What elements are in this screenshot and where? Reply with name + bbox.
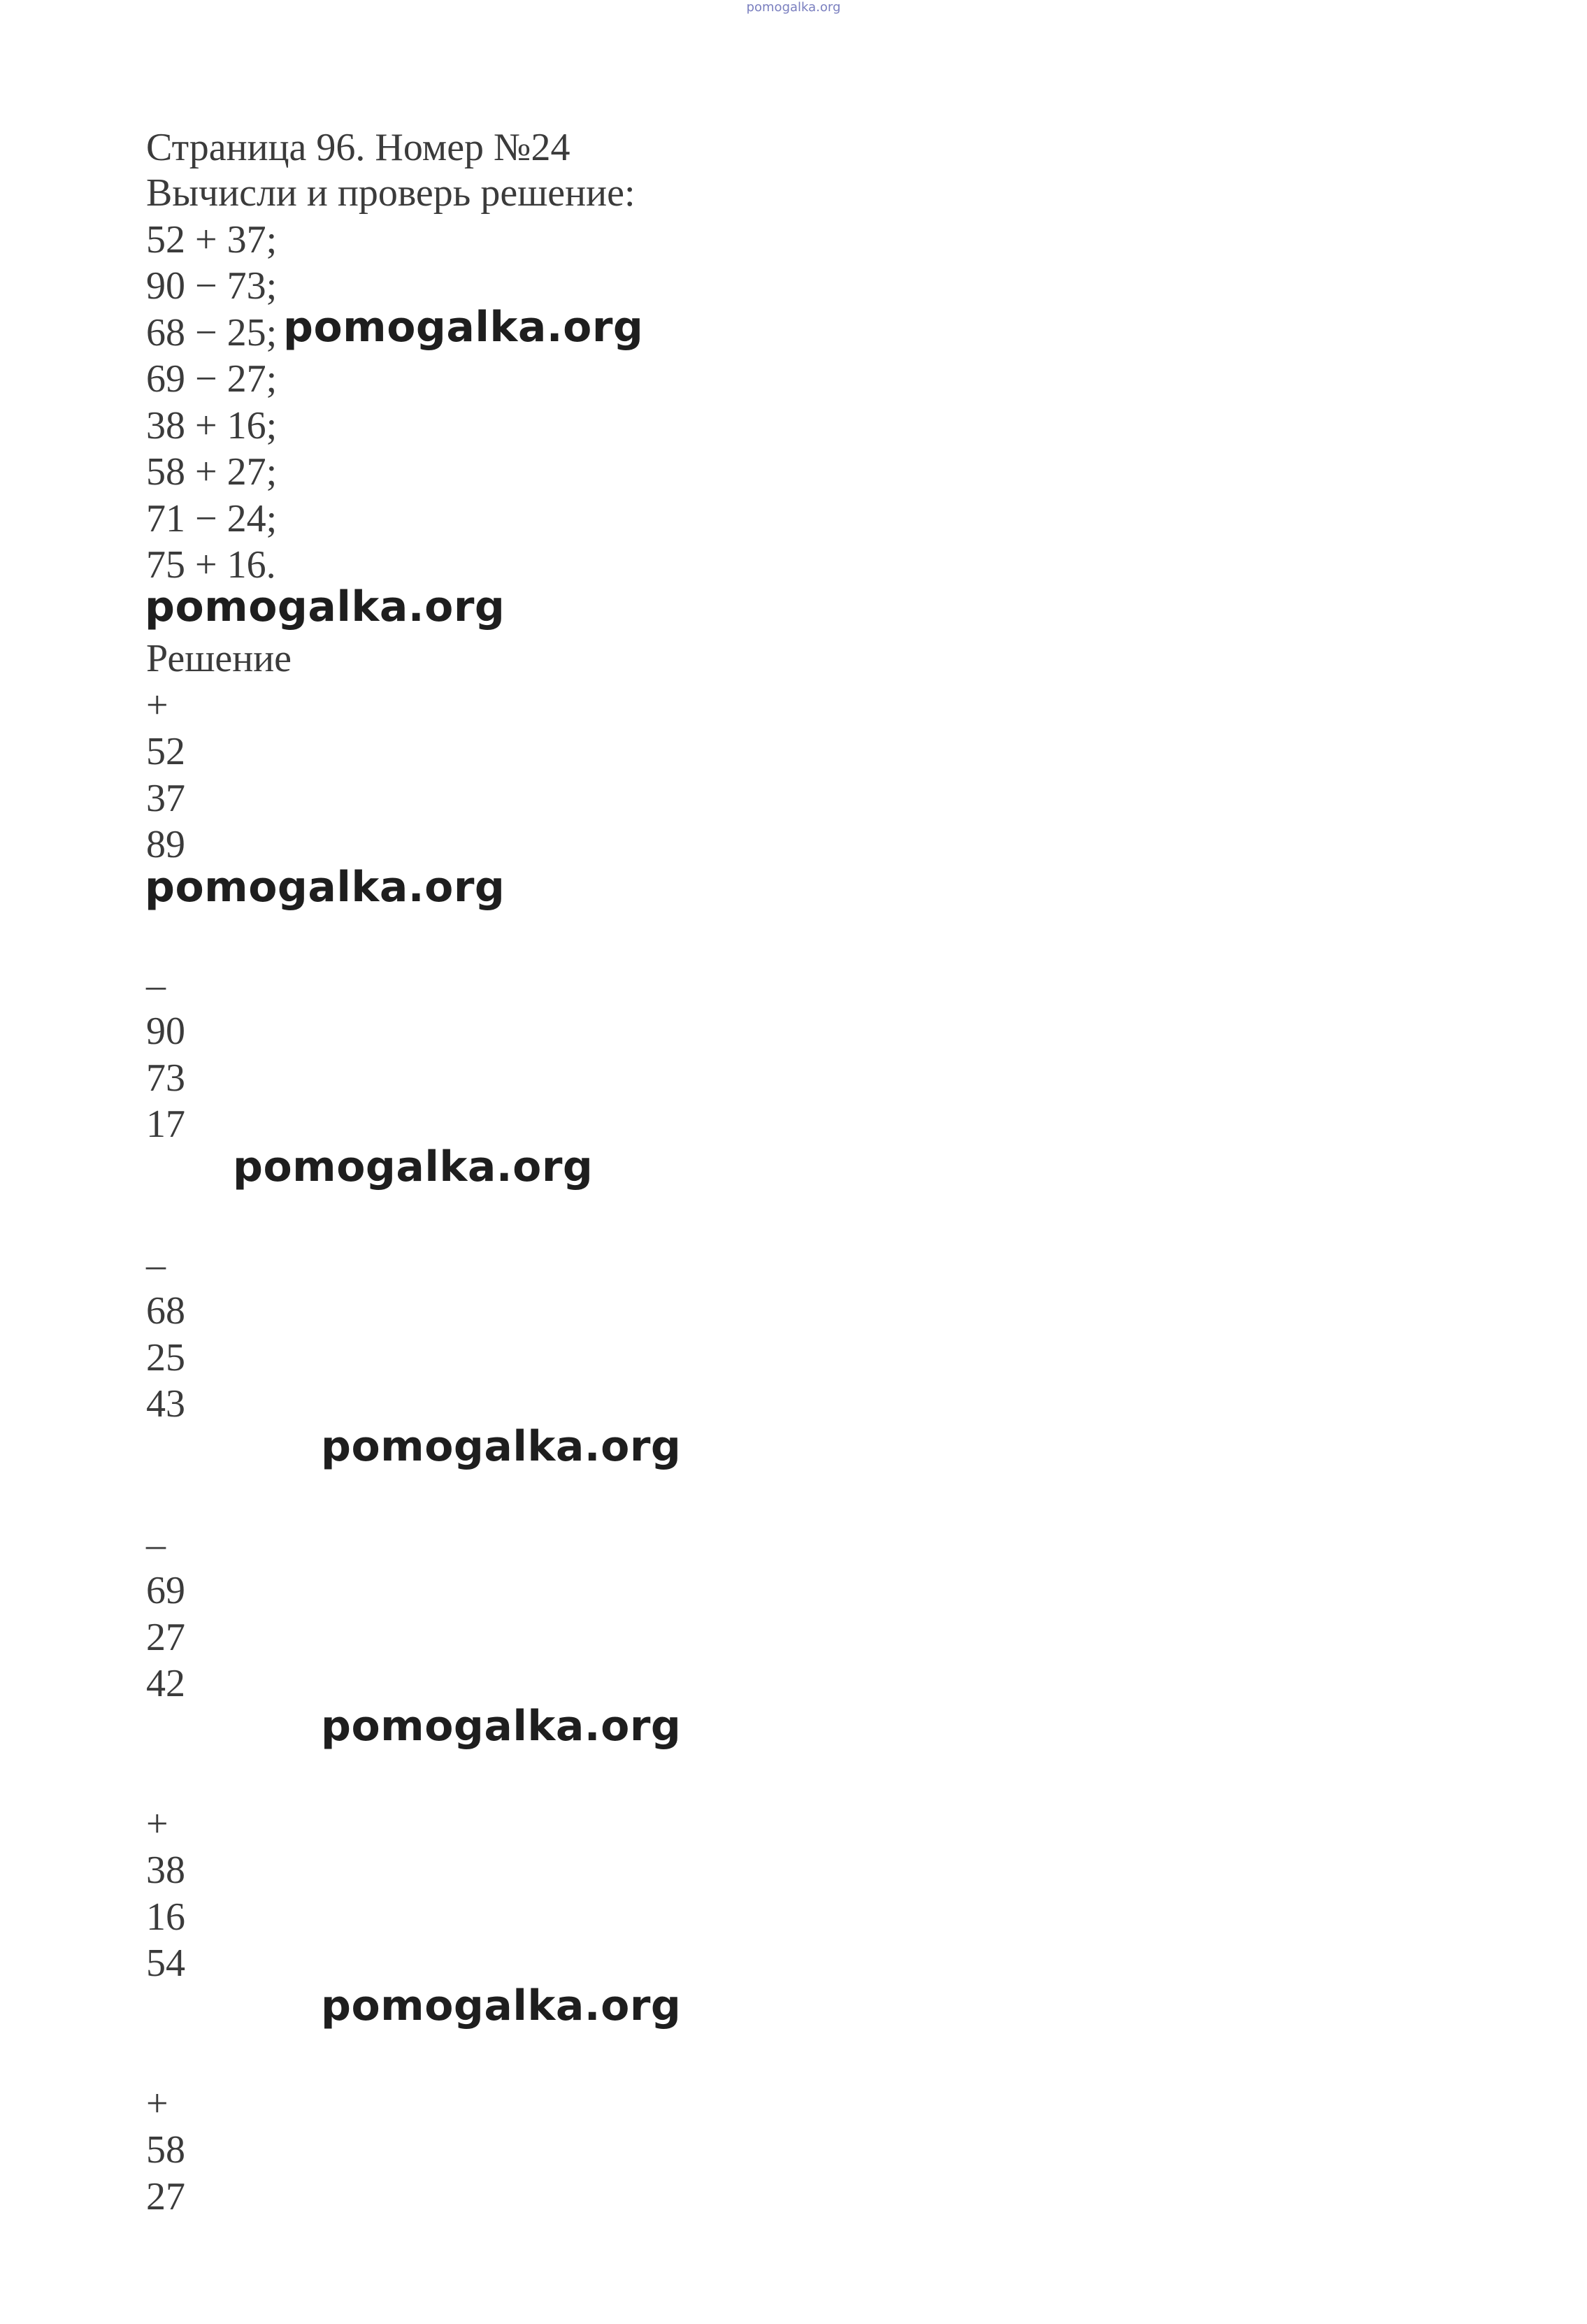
solution-3-result: 43 xyxy=(146,1382,185,1426)
expression-8: 75 + 16. xyxy=(146,543,276,587)
expression-3: 68 − 25; xyxy=(146,311,278,354)
solution-1-operator: + xyxy=(146,684,168,727)
solution-2-operand-a: 90 xyxy=(146,1010,185,1053)
page-title: Страница 96. Номер №24 xyxy=(146,126,570,169)
solution-3-operand-b: 25 xyxy=(146,1336,185,1379)
watermark: pomogalka.org xyxy=(321,1422,682,1471)
solution-3-operator: – xyxy=(146,1243,166,1286)
watermark: pomogalka.org xyxy=(321,1981,682,2030)
expression-4: 69 − 27; xyxy=(146,357,278,401)
top-watermark: pomogalka.org xyxy=(746,0,841,15)
solution-label: Решение xyxy=(146,637,292,680)
solution-3-operand-a: 68 xyxy=(146,1289,185,1333)
solution-4-result: 42 xyxy=(146,1662,185,1705)
solution-1-result: 89 xyxy=(146,823,185,866)
watermark: pomogalka.org xyxy=(283,303,644,352)
expression-6: 58 + 27; xyxy=(146,450,278,494)
solution-2-result: 17 xyxy=(146,1103,185,1146)
solution-5-operand-b: 16 xyxy=(146,1895,185,1939)
expression-1: 52 + 37; xyxy=(146,218,278,261)
solution-5-operand-a: 38 xyxy=(146,1849,185,1892)
expression-5: 38 + 16; xyxy=(146,404,278,447)
solution-1-operand-a: 52 xyxy=(146,730,185,773)
expression-7: 71 − 24; xyxy=(146,497,278,540)
solution-5-result: 54 xyxy=(146,1942,185,1985)
solution-2-operand-b: 73 xyxy=(146,1056,185,1100)
expression-2: 90 − 73; xyxy=(146,264,278,308)
solution-4-operand-b: 27 xyxy=(146,1616,185,1659)
solution-6-operand-a: 58 xyxy=(146,2128,185,2172)
task-text: Вычисли и проверь решение: xyxy=(146,171,635,215)
solution-6-operand-b: 27 xyxy=(146,2175,185,2218)
solution-4-operand-a: 69 xyxy=(146,1569,185,1612)
solution-4-operator: – xyxy=(146,1523,166,1566)
solution-1-operand-b: 37 xyxy=(146,777,185,820)
watermark: pomogalka.org xyxy=(321,1702,682,1751)
watermark: pomogalka.org xyxy=(145,863,505,912)
watermark: pomogalka.org xyxy=(145,582,505,631)
solution-6-operator: + xyxy=(146,2082,168,2125)
solution-2-operator: – xyxy=(146,963,166,1007)
solution-5-operator: + xyxy=(146,1802,168,1846)
watermark: pomogalka.org xyxy=(233,1142,594,1191)
